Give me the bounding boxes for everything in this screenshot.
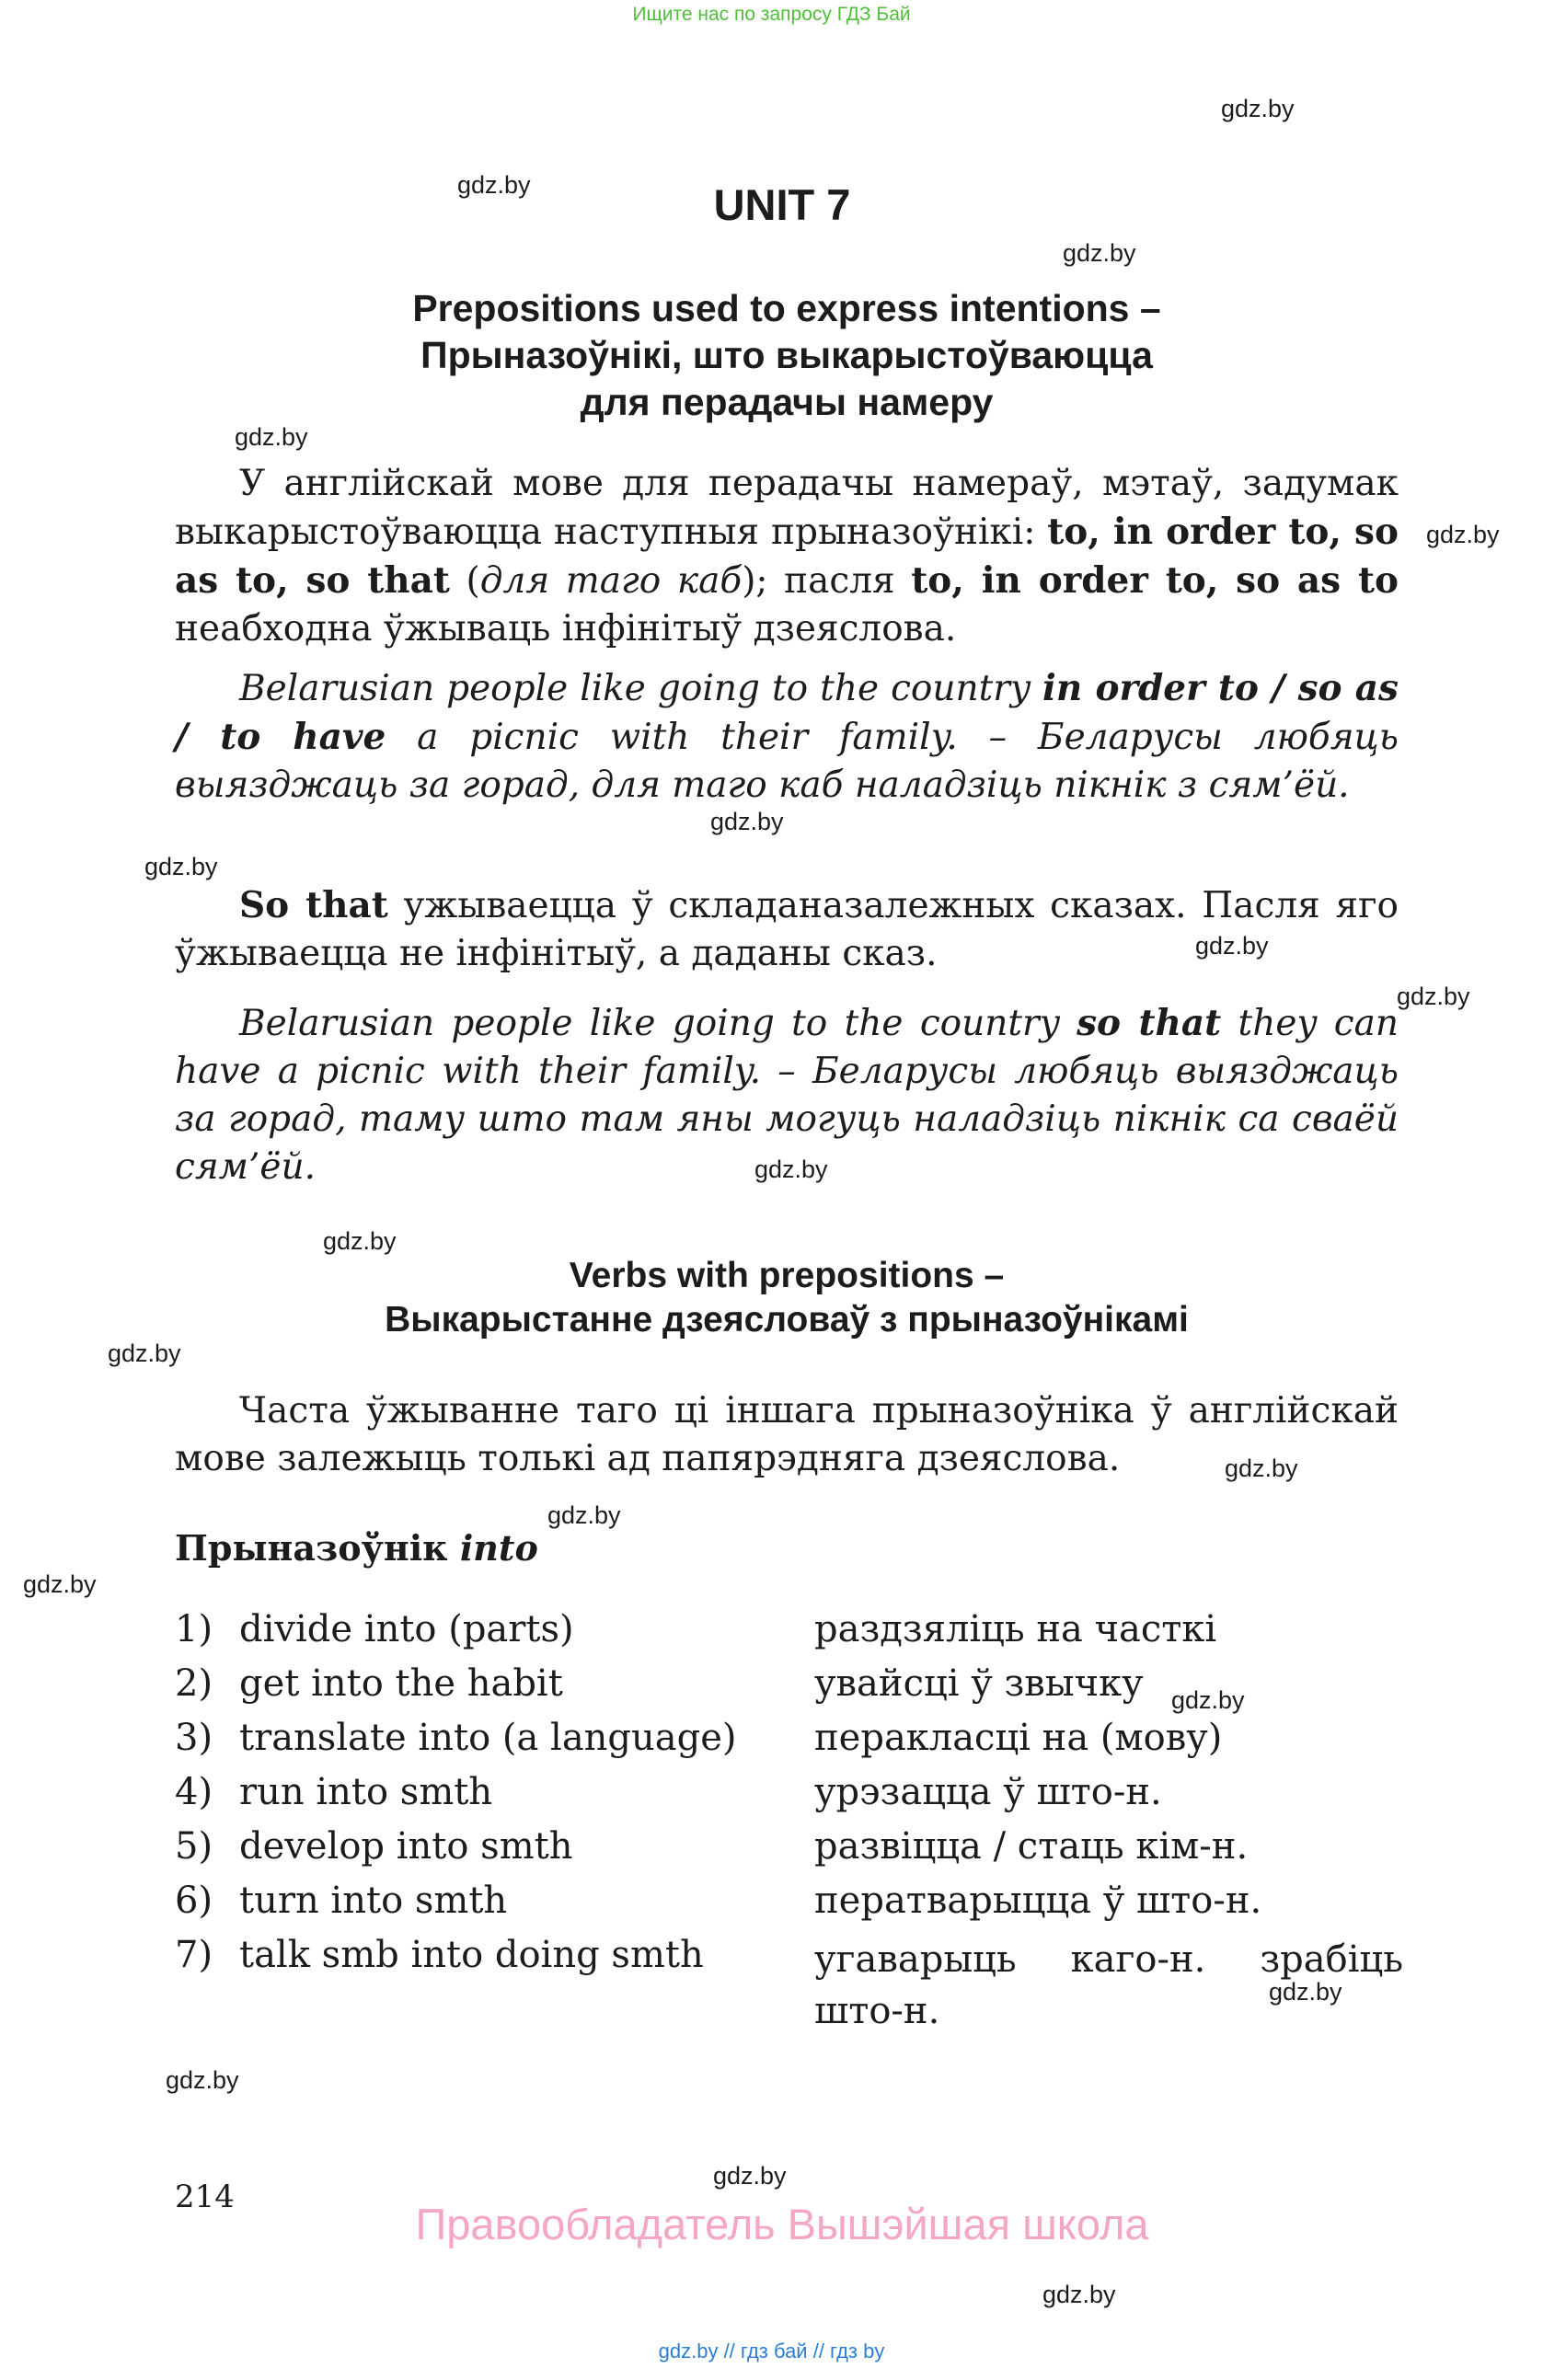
watermark: gdz.by: [1195, 932, 1269, 960]
unit-title: UNIT 7: [713, 180, 851, 229]
page-number: 214: [175, 2179, 235, 2215]
watermark: gdz.by: [1063, 239, 1136, 267]
list-item: 4) run into smth урэзацца ў што-н.: [175, 1771, 1162, 1813]
bottom-links[interactable]: gdz.by // гдз бай // гдз by: [658, 2340, 885, 2363]
top-search-note: Ищите нас по запросу ГДЗ Бай: [632, 4, 911, 25]
watermark: gdz.by: [1225, 1454, 1298, 1482]
section2-title: [175, 1254, 1399, 1342]
watermark: gdz.by: [323, 1227, 397, 1255]
section2-intro: Часта ўжыванне таго ці іншага прыназоўніка ў англійскай мове залежыць толькі ад папярэдняга дзеяслова.: [175, 1390, 1399, 1479]
section1-title: [175, 285, 1399, 426]
list-item: 7) talk smb into doing smth угаварыць каго-н. зрабіць што-н.: [175, 1934, 1403, 2032]
preposition-label: Прыназоўнік into: [175, 1527, 538, 1569]
list-item: 2) get into the habit увайсці ў звычку: [175, 1662, 1144, 1705]
watermark: gdz.by: [235, 423, 308, 451]
watermark: gdz.by: [1269, 1978, 1342, 2006]
section1-title-line: Prepositions used to express intentions –: [412, 287, 1161, 329]
section2-title-line: Выкарыстанне дзеясловаў з прыназоўнікамі: [385, 1300, 1189, 1339]
example-in-order-to: Belarusian people like going to the country in order to / so as / to have a picnic with their family. – Беларусы любяць выязджаць за горад, для таго каб наладзіць пікнік з сям’ёй.: [175, 667, 1399, 806]
watermark: gdz.by: [144, 853, 218, 880]
watermark: gdz.by: [166, 2066, 239, 2094]
watermark: gdz.by: [23, 1570, 97, 1598]
example-so-that: Belarusian people like going to the country so that they can have a picnic with their family. – Беларусы любяць выязджаць за горад, таму што там яны могуць наладзіць пікнік са сваёй сям’ёй.: [175, 1002, 1399, 1188]
watermark: gdz.by: [1221, 95, 1295, 122]
list-item: 1) divide into (parts) раздзяліць на часткі: [175, 1608, 1217, 1650]
watermark: gdz.by: [1042, 2281, 1116, 2308]
watermark: gdz.by: [108, 1339, 181, 1367]
watermark: gdz.by: [547, 1501, 621, 1529]
paragraph-prepositions: У англійскай мове для перадачы намераў, мэтаў, задумак выкарыстоўваюцца наступныя прыназоўнікі: to, in order to, so as to, so that (для таго каб); пасля to, in order to, so as to неабходна ўжываць інфінітыў дзеяслова.: [175, 463, 1399, 650]
paragraph-so-that: So that ужываецца ў складаназалежных сказах. Пасля яго ўжываецца не інфінітыў, а даданы сказ.: [175, 884, 1399, 974]
watermark: gdz.by: [754, 1156, 828, 1183]
section1-title-line: для перадачы намеру: [580, 381, 994, 423]
list-item: 5) develop into smth развіцца / стаць кім-н.: [175, 1825, 1249, 1868]
section2-title-line: Verbs with prepositions –: [569, 1256, 1005, 1295]
watermark: gdz.by: [457, 171, 531, 199]
copyright-holder: Правообладатель Вышэйшая школа: [415, 2200, 1149, 2248]
watermark: gdz.by: [1397, 983, 1470, 1010]
list-item: 6) turn into smth ператварыцца ў што-н.: [175, 1880, 1262, 1922]
watermark: gdz.by: [713, 2162, 787, 2190]
watermark: gdz.by: [1426, 521, 1500, 548]
list-item: 3) translate into (a language) перакласці на (мову): [175, 1717, 1223, 1759]
watermark: gdz.by: [710, 808, 784, 835]
section1-title-line: Прыназоўнікі, што выкарыстоўваюцца: [420, 334, 1153, 376]
watermark: gdz.by: [1171, 1686, 1245, 1714]
